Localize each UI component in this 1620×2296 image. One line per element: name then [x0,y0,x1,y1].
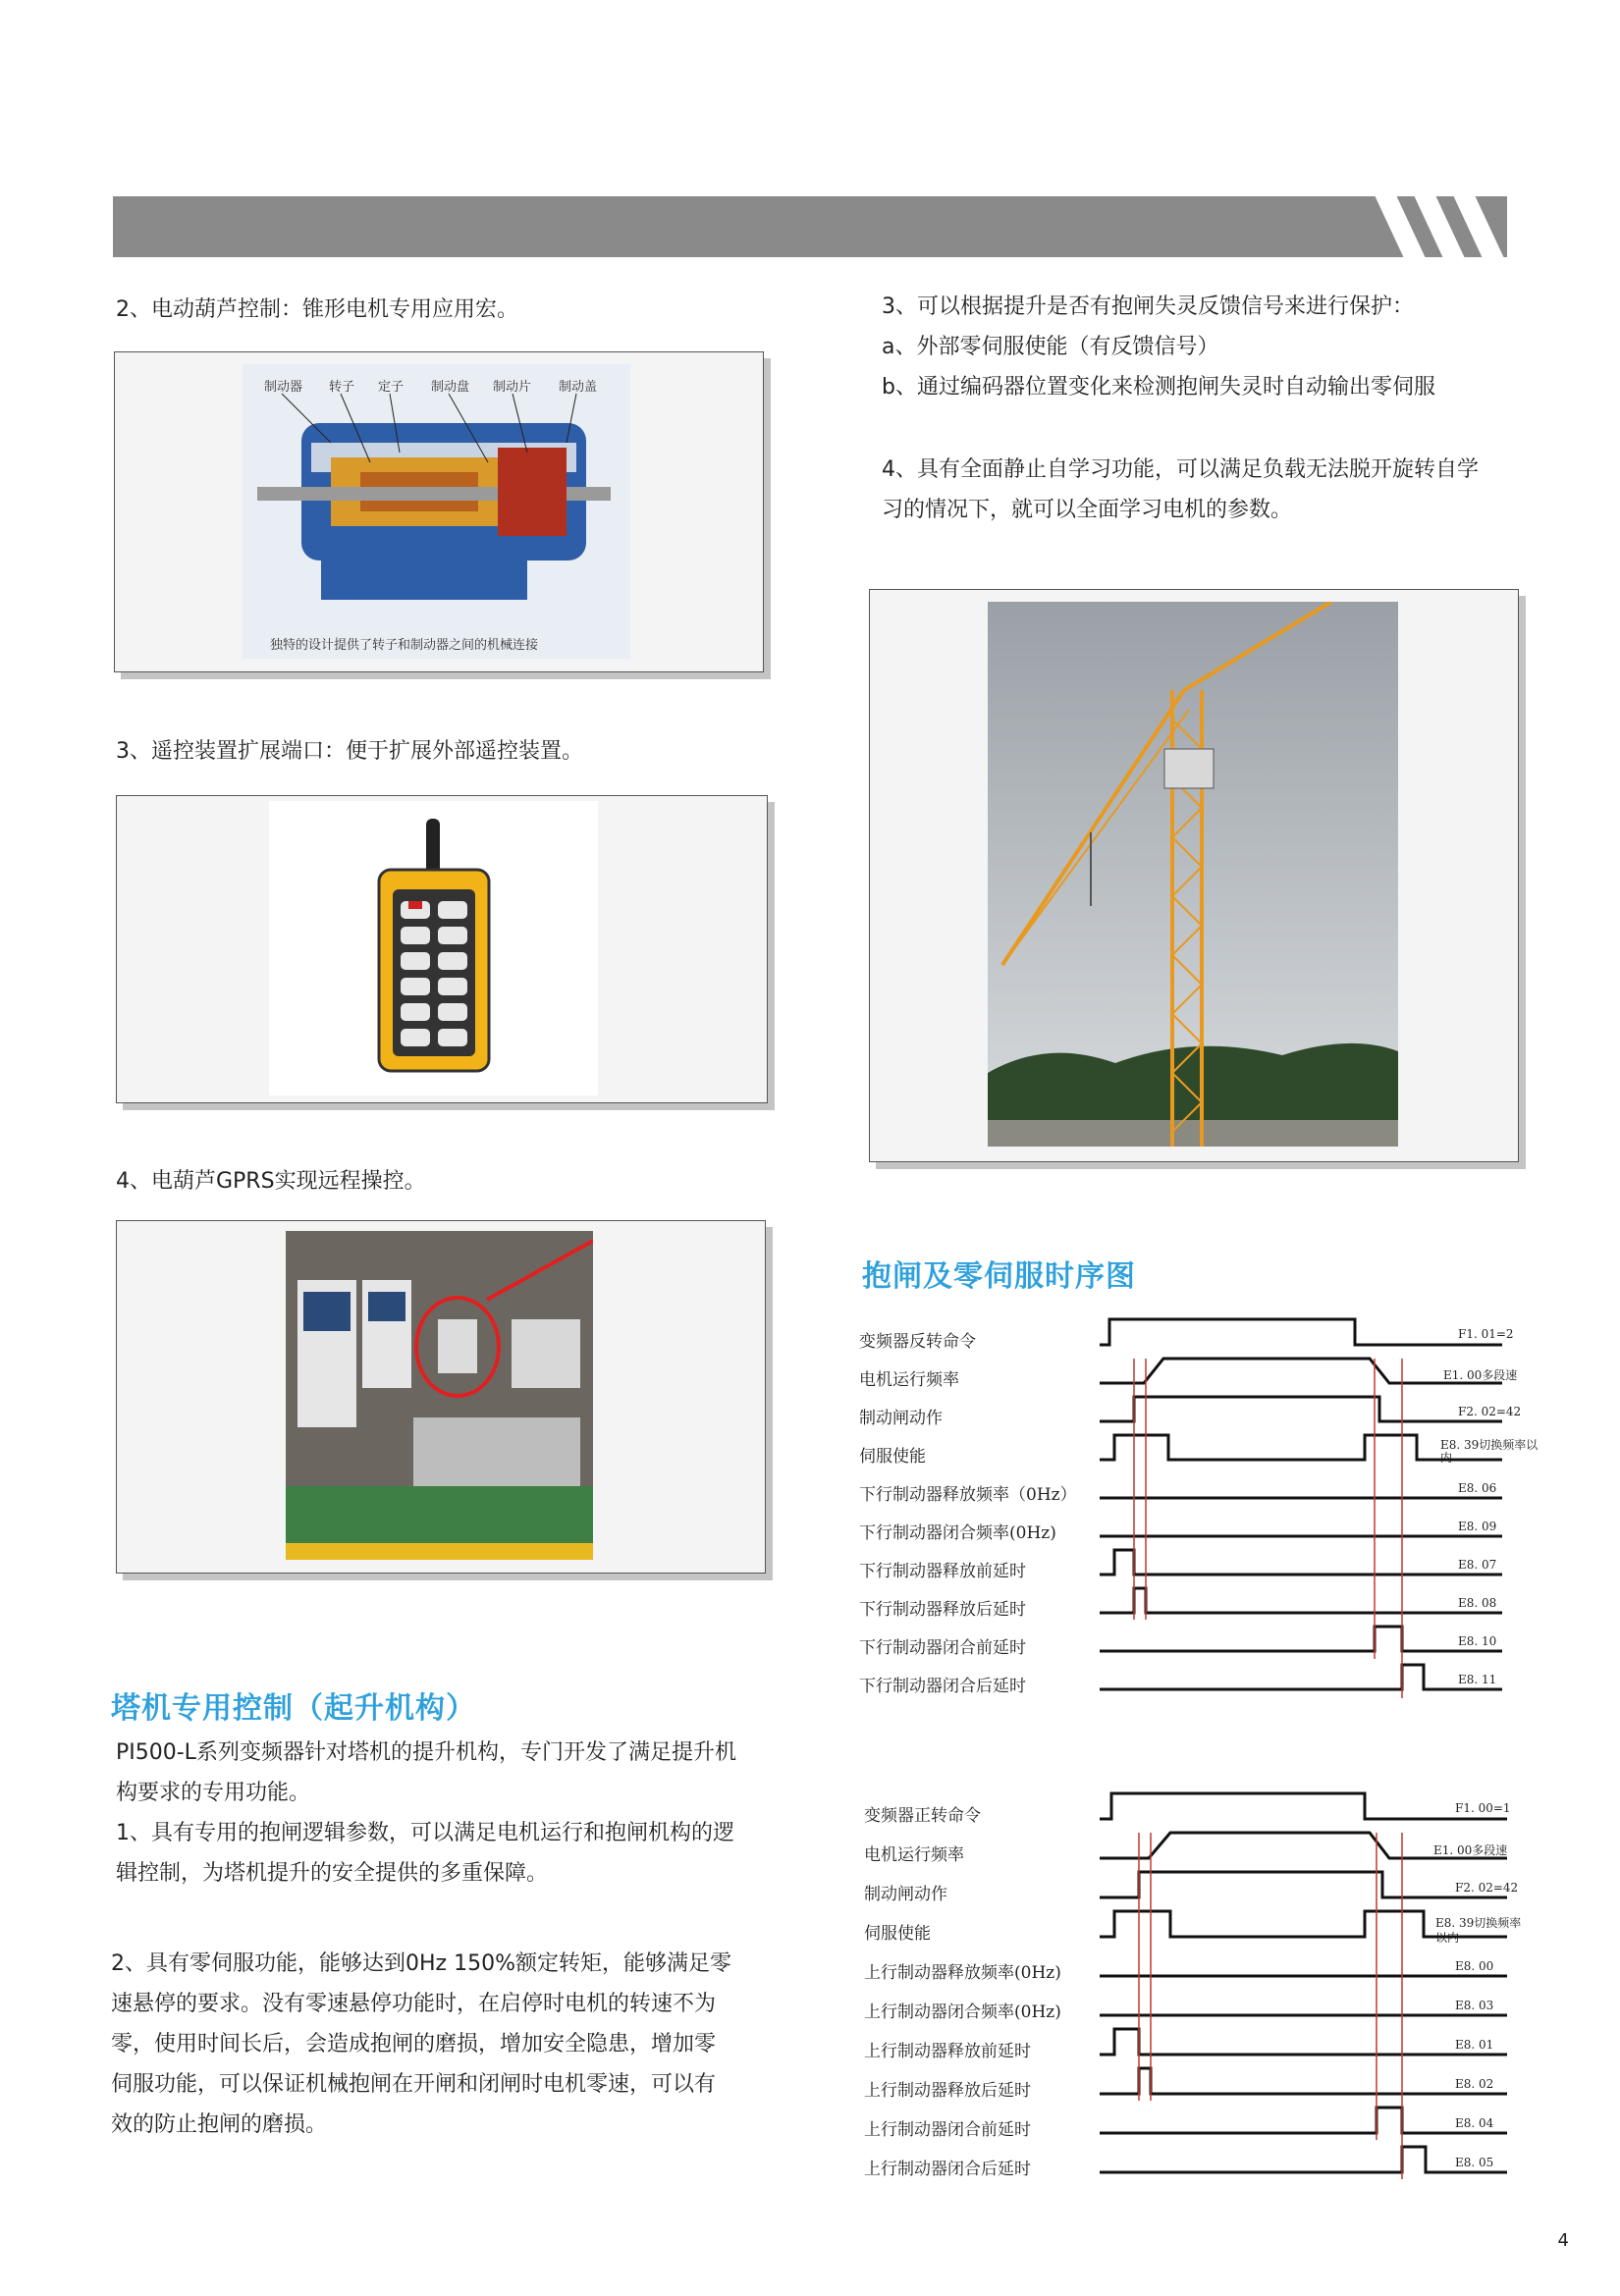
timing-down-code-0: F1. 01=2 [1458,1327,1514,1341]
point2-line-3: 零，使用时间长后，会造成抱闸的磨损，增加安全隐患，增加零 [111,2032,717,2056]
timing-down-code-1: E1. 00多段速 [1443,1368,1518,1382]
timing-up-code-0: F1. 00=1 [1455,1801,1511,1815]
timing-up-wave-7 [1100,2068,1507,2094]
timing-up-code-7: E8. 02 [1455,2077,1494,2091]
cabinet-figure [116,1220,766,1574]
timing-down-wave-1 [1100,1359,1502,1383]
remote-control-illustration [269,801,598,1095]
timing-up-label-1: 电机运行频率 [864,1845,964,1865]
motor-cutaway-illustration [243,364,630,659]
label-stator: 定子 [378,380,405,395]
timing-down-code-5: E8. 09 [1458,1520,1497,1533]
point2-line-5: 效的防止抱闸的磨损。 [111,2112,328,2137]
crane-figure [869,589,1519,1162]
point2-line-2: 速悬停的要求。没有零速悬停功能时，在启停时电机的转速不为 [111,1992,717,2016]
timing-down-wave-6 [1100,1550,1502,1575]
motor-figure [114,351,764,672]
timing-down-label-9: 下行制动器闭合后延时 [859,1677,1026,1696]
point4-line-1: 4、具有全面静止自学习功能，可以满足负载无法脱开旋转自学 [882,457,1479,482]
timing-up-label-2: 制动闸动作 [864,1885,947,1904]
timing-up-waveforms [864,1782,1541,2184]
timing-up-code-8: E8. 04 [1455,2116,1494,2130]
intro-line-1: PI500-L系列变频器针对塔机的提升机构，专门开发了满足提升机 [116,1740,736,1765]
timing-diagram-down [859,1306,1537,1698]
timing-up-label-3: 伺服使能 [864,1924,931,1944]
item2-text: 2、电动葫芦控制：锥形电机专用应用宏。 [116,297,518,322]
timing-up-label-7: 上行制动器释放后延时 [864,2081,1031,2101]
motor-caption: 独特的设计提供了转子和制动器之间的机械连接 [270,638,539,653]
timing-up-label-4: 上行制动器释放频率(0Hz) [864,1963,1061,1983]
timing-up-code-1: E1. 00多段速 [1433,1843,1508,1857]
timing-down-code-9: E8. 11 [1458,1673,1497,1686]
timing-up-code-5: E8. 03 [1455,1999,1494,2012]
label-brake-disc: 制动盘 [431,380,470,395]
timing-down-code-8: E8. 10 [1458,1634,1497,1648]
point1-line-2: 辑控制，为塔机提升的安全提供的多重保障。 [116,1861,549,1886]
point4-line-2: 习的情况下，就可以全面学习电机的参数。 [882,498,1293,522]
timing-title: 抱闸及零伺服时序图 [862,1259,1136,1294]
point1-line-1: 1、具有专用的抱闸逻辑参数，可以满足电机运行和抱闸机构的逻 [116,1821,734,1845]
tower-crane-illustration [988,602,1398,1147]
item3-text: 3、遥控装置扩展端口：便于扩展外部遥控装置。 [116,739,583,764]
point3b-text: b、通过编码器位置变化来检测抱闸失灵时自动输出零伺服 [882,375,1435,400]
timing-down-label-8: 下行制动器闭合前延时 [859,1638,1026,1658]
timing-up-wave-1 [1100,1833,1507,1858]
timing-up-wave-6 [1100,2029,1507,2055]
label-brake: 制动器 [264,380,303,395]
point3a-text: a、外部零伺服使能（有反馈信号） [882,335,1219,359]
page-number: 4 [1557,2230,1569,2251]
timing-up-label-6: 上行制动器释放前延时 [864,2042,1031,2061]
timing-up-wave-3 [1100,1911,1507,1937]
label-rotor: 转子 [329,380,355,395]
timing-down-label-2: 制动闸动作 [859,1409,943,1428]
point2-line-1: 2、具有零伺服功能，能够达到0Hz 150%额定转矩，能够满足零 [111,1951,731,1976]
timing-up-wave-2 [1100,1872,1507,1897]
timing-up-label-8: 上行制动器闭合前延时 [864,2120,1031,2140]
timing-up-wave-0 [1100,1793,1507,1819]
timing-down-wave-7 [1100,1588,1502,1613]
timing-down-label-5: 下行制动器闭合频率(0Hz) [859,1523,1056,1543]
timing-down-wave-2 [1100,1397,1502,1421]
remote-figure [116,795,768,1103]
section-title: 塔机专用控制（起升机构） [111,1691,476,1726]
timing-up-code-9: E8. 05 [1455,2156,1494,2169]
timing-down-code-3: E8. 39切换频率以内 [1440,1438,1539,1465]
timing-down-wave-8 [1100,1627,1502,1651]
timing-up-code-3: E8. 39切换频率以内 [1435,1916,1522,1945]
timing-down-code-7: E8. 08 [1458,1596,1497,1610]
timing-up-code-2: F2. 02=42 [1455,1881,1519,1895]
point2-line-4: 伺服功能，可以保证机械抱闸在开闸和闭闸时电机零速，可以有 [111,2072,717,2097]
timing-down-label-6: 下行制动器释放前延时 [859,1562,1026,1581]
timing-up-label-0: 变频器正转命令 [864,1806,981,1826]
control-cabinet-illustration [286,1231,593,1560]
timing-down-label-3: 伺服使能 [859,1447,926,1467]
timing-down-wave-3 [1100,1435,1502,1460]
timing-up-label-5: 上行制动器闭合频率(0Hz) [864,2002,1061,2022]
timing-up-wave-8 [1100,2108,1507,2133]
timing-down-label-1: 电机运行频率 [859,1370,959,1390]
item4-text: 4、电葫芦GPRS实现远程操控。 [116,1169,426,1194]
timing-diagram-up [864,1782,1541,2179]
timing-down-wave-0 [1100,1319,1502,1345]
timing-up-code-4: E8. 00 [1455,1959,1494,1973]
header-bar [113,196,1507,257]
intro-line-2: 构要求的专用功能。 [116,1781,311,1805]
timing-down-label-0: 变频器反转命令 [859,1332,976,1352]
timing-down-code-4: E8. 06 [1458,1481,1497,1495]
label-brake-pad: 制动片 [493,380,532,395]
timing-up-label-9: 上行制动器闭合后延时 [864,2160,1031,2179]
timing-up-wave-9 [1100,2147,1507,2172]
timing-up-code-6: E8. 01 [1455,2038,1494,2052]
label-brake-cover: 制动盖 [559,380,598,395]
timing-down-code-6: E8. 07 [1458,1558,1497,1572]
timing-down-waveforms [859,1306,1537,1698]
timing-down-label-7: 下行制动器释放后延时 [859,1600,1026,1620]
timing-down-wave-9 [1100,1665,1502,1689]
point3-text: 3、可以根据提升是否有抱闸失灵反馈信号来进行保护： [882,294,1414,319]
timing-down-label-4: 下行制动器释放频率（0Hz） [859,1485,1077,1505]
timing-down-code-2: F2. 02=42 [1458,1405,1522,1418]
